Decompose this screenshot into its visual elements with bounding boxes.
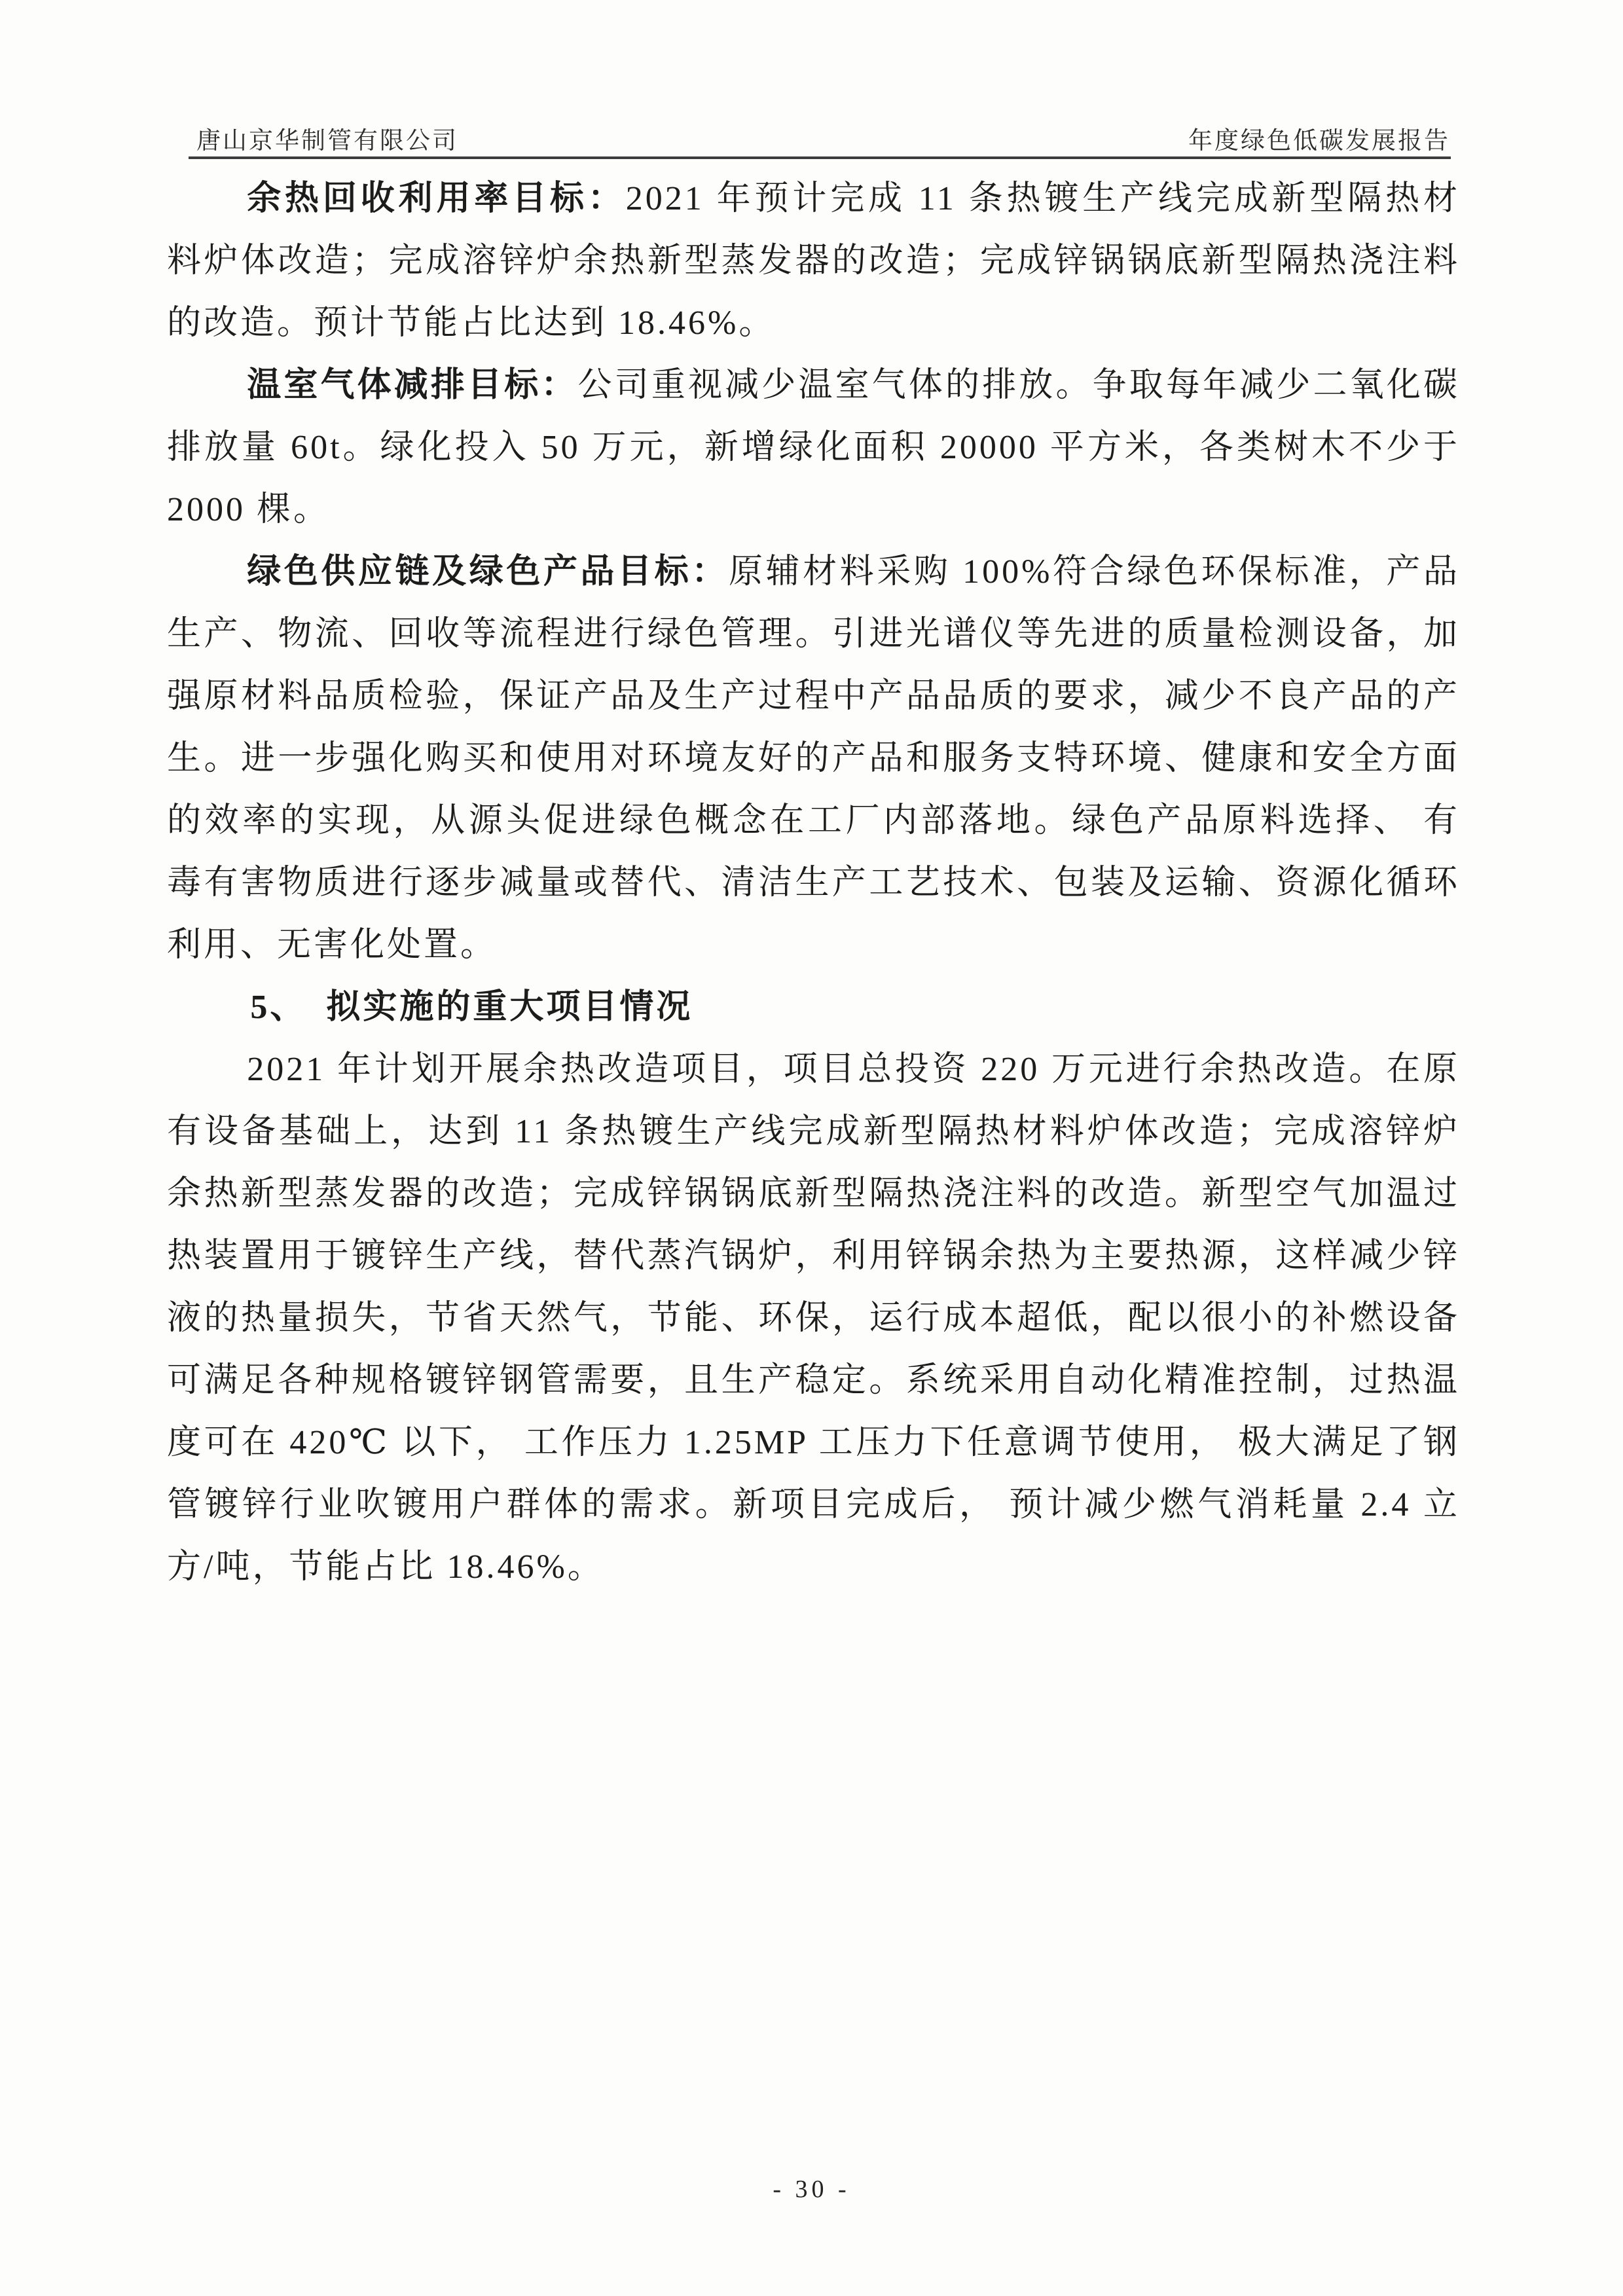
header-report-title: 年度绿色低碳发展报告 [1188,128,1450,155]
paragraph-lead-greenhouse-gas: 温室气体减排目标： [247,367,578,404]
paragraph-text-green-supply-chain: 原辅材料采购 100%符合绿色环保标准，产品生产、物流、回收等流程进行绿色管理。引进光谱仪等先进的质量检测设备，加强原材料品质检验，保证产品及生产过程中产品品质的要求，减少不良产品的产生。进一步强化购买和使用对环境友好的产品和服务支特环境、健康和安全方面的效率的实现，从源头促进绿色概念在工厂内部落地。绿色产品原料选择、 有毒有害物质进行逐步减量或替代、清洁生产工艺技术、包装及运输、资源化循环利用、无害化处置。 [167,553,1460,964]
page-footer [0,2175,1623,2204]
paragraph-green-supply-chain-target [167,541,1460,976]
paragraph-lead-green-supply-chain: 绿色供应链及绿色产品目标： [247,553,729,591]
paragraph-text-greenhouse-gas: 公司重视减少温室气体的排放。争取每年减少二氧化碳排放量 60t。绿化投入 50 万元，新增绿化面积 20000 平方米，各类树木不少于 2000 棵。 [167,367,1460,528]
header-company-name: 唐山京华制管有限公司 [196,128,458,155]
section-heading-major-projects: 5、 拟实施的重大项目情况 [250,989,693,1026]
paragraph-major-project-plan [167,1038,1460,1598]
header-rule-line [189,156,1451,159]
page-number: - 30 - [773,2176,850,2203]
paragraph-heat-recovery-target [167,168,1460,354]
paragraph-text-major-project-plan: 2021 年计划开展余热改造项目，项目总投资 220 万元进行余热改造。在原有设备基础上，达到 11 条热镀生产线完成新型隔热材料炉体改造；完成溶锌炉余热新型蒸发器的改造；完成锌锅锅底新型隔热浇注料的改造。新型空气加温过热装置用于镀锌生产线，替代蒸汽锅炉，利用锌锅余热为主要热源，这样减少锌液的热量损失，节省天然气，节能、环保，运行成本超低，配以很小的补燃设备可满足各种规格镀锌钢管需要，且生产稳定。系统采用自动化精准控制，过热温度可在 420℃ 以下， 工作压力 1.25MP 工压力下任意调节使用， 极大满足了钢管镀锌行业吹镀用户群体的需求。新项目完成后， 预计减少燃气消耗量 2.4 立方/吨，节能占比 18.46%。 [167,1051,1460,1586]
document-body [167,168,1460,1598]
paragraph-greenhouse-gas-target [167,354,1460,541]
paragraph-text-heat-recovery: 2021 年预计完成 11 条热镀生产线完成新型隔热材料炉体改造；完成溶锌炉余热新型蒸发器的改造；完成锌锅锅底新型隔热浇注料的改造。预计节能占比达到 18.46%。 [167,180,1460,342]
page-header [196,120,1450,156]
paragraph-lead-heat-recovery: 余热回收利用率目标： [247,180,626,217]
